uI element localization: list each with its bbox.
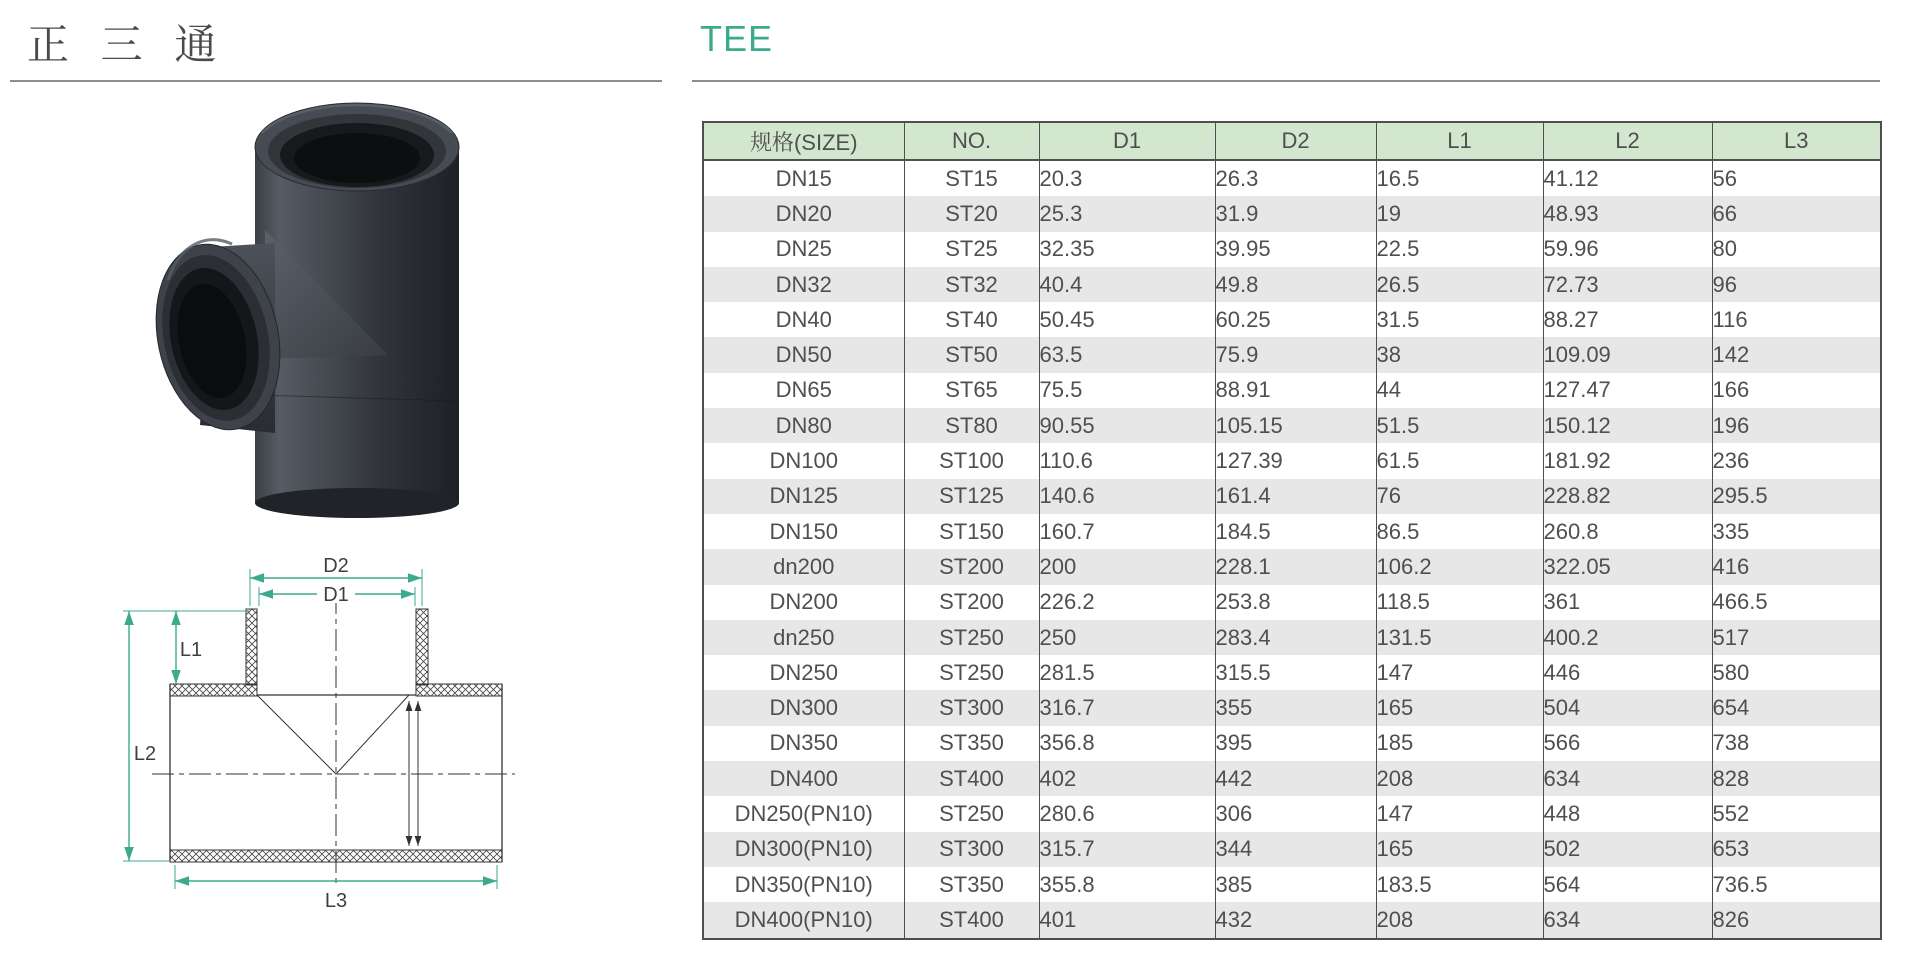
table-cell: 88.91 bbox=[1215, 373, 1376, 408]
table-cell: 131.5 bbox=[1376, 620, 1543, 655]
table-cell: ST25 bbox=[904, 232, 1039, 267]
table-cell: 228.82 bbox=[1543, 479, 1712, 514]
table-cell: 208 bbox=[1376, 902, 1543, 938]
table-row bbox=[703, 337, 1881, 372]
table-cell: 281.5 bbox=[1039, 655, 1215, 690]
table-cell: 401 bbox=[1039, 902, 1215, 938]
table-cell: DN250 bbox=[703, 655, 904, 690]
table-row bbox=[703, 832, 1881, 867]
table-cell: DN65 bbox=[703, 373, 904, 408]
table-cell: DN300 bbox=[703, 690, 904, 725]
table-cell: 44 bbox=[1376, 373, 1543, 408]
spec-col-header-6: L3 bbox=[1712, 122, 1881, 160]
title-underline-left bbox=[10, 80, 662, 82]
table-cell: 90.55 bbox=[1039, 408, 1215, 443]
table-cell: 828 bbox=[1712, 761, 1881, 796]
table-cell: 208 bbox=[1376, 761, 1543, 796]
spec-col-header-5: L2 bbox=[1543, 122, 1712, 160]
table-cell: ST400 bbox=[904, 902, 1039, 938]
table-cell: 448 bbox=[1543, 796, 1712, 831]
table-cell: DN150 bbox=[703, 514, 904, 549]
table-cell: ST250 bbox=[904, 796, 1039, 831]
table-cell: 416 bbox=[1712, 549, 1881, 584]
table-cell: 355 bbox=[1215, 690, 1376, 725]
table-cell: ST150 bbox=[904, 514, 1039, 549]
table-cell: ST200 bbox=[904, 585, 1039, 620]
table-cell: 72.73 bbox=[1543, 267, 1712, 302]
table-row bbox=[703, 267, 1881, 302]
table-cell: 183.5 bbox=[1376, 867, 1543, 902]
table-cell: 48.93 bbox=[1543, 196, 1712, 231]
table-cell: ST200 bbox=[904, 549, 1039, 584]
table-cell: 39.95 bbox=[1215, 232, 1376, 267]
table-cell: 517 bbox=[1712, 620, 1881, 655]
table-cell: ST20 bbox=[904, 196, 1039, 231]
table-row bbox=[703, 160, 1881, 196]
table-cell: 106.2 bbox=[1376, 549, 1543, 584]
table-cell: 385 bbox=[1215, 867, 1376, 902]
table-cell: 335 bbox=[1712, 514, 1881, 549]
table-cell: 19 bbox=[1376, 196, 1543, 231]
dim-label-d2: D2 bbox=[323, 555, 349, 577]
table-row bbox=[703, 443, 1881, 478]
left-shoulder-wall bbox=[170, 684, 257, 696]
table-cell: ST80 bbox=[904, 408, 1039, 443]
table-cell: 40.4 bbox=[1039, 267, 1215, 302]
tee-fitting-photo-illustration bbox=[140, 95, 480, 525]
table-cell: 226.2 bbox=[1039, 585, 1215, 620]
tee-cross-section bbox=[85, 545, 545, 950]
table-cell: 75.5 bbox=[1039, 373, 1215, 408]
spec-head-row bbox=[703, 122, 1881, 160]
table-cell: 580 bbox=[1712, 655, 1881, 690]
table-cell: 161.4 bbox=[1215, 479, 1376, 514]
table-cell: 736.5 bbox=[1712, 867, 1881, 902]
table-cell: 634 bbox=[1543, 761, 1712, 796]
table-cell: 59.96 bbox=[1543, 232, 1712, 267]
table-row bbox=[703, 549, 1881, 584]
table-row bbox=[703, 479, 1881, 514]
table-cell: 41.12 bbox=[1543, 160, 1712, 196]
table-cell: 432 bbox=[1215, 902, 1376, 938]
table-cell: 504 bbox=[1543, 690, 1712, 725]
dim-label-d1: D1 bbox=[323, 584, 349, 606]
table-cell: 446 bbox=[1543, 655, 1712, 690]
table-cell: 295.5 bbox=[1712, 479, 1881, 514]
table-cell: ST100 bbox=[904, 443, 1039, 478]
spec-col-header-3: D2 bbox=[1215, 122, 1376, 160]
table-cell: 250 bbox=[1039, 620, 1215, 655]
table-cell: 88.27 bbox=[1543, 302, 1712, 337]
table-cell: 236 bbox=[1712, 443, 1881, 478]
table-row bbox=[703, 302, 1881, 337]
table-cell: dn250 bbox=[703, 620, 904, 655]
table-cell: 61.5 bbox=[1376, 443, 1543, 478]
table-cell: ST300 bbox=[904, 832, 1039, 867]
table-cell: 26.3 bbox=[1215, 160, 1376, 196]
table-cell: 356.8 bbox=[1039, 726, 1215, 761]
table-row bbox=[703, 373, 1881, 408]
table-cell: 20.3 bbox=[1039, 160, 1215, 196]
table-cell: 260.8 bbox=[1543, 514, 1712, 549]
table-cell: 253.8 bbox=[1215, 585, 1376, 620]
table-cell: 105.15 bbox=[1215, 408, 1376, 443]
right-shoulder-wall bbox=[416, 684, 502, 696]
table-row bbox=[703, 620, 1881, 655]
table-cell: 66 bbox=[1712, 196, 1881, 231]
table-cell: ST32 bbox=[904, 267, 1039, 302]
spec-col-header-0: 规格(SIZE) bbox=[703, 122, 904, 160]
table-cell: ST125 bbox=[904, 479, 1039, 514]
table-cell: 826 bbox=[1712, 902, 1881, 938]
table-cell: ST15 bbox=[904, 160, 1039, 196]
table-cell: DN350 bbox=[703, 726, 904, 761]
table-cell: ST250 bbox=[904, 620, 1039, 655]
table-cell: 306 bbox=[1215, 796, 1376, 831]
spec-col-header-1: NO. bbox=[904, 122, 1039, 160]
table-cell: 150.12 bbox=[1543, 408, 1712, 443]
right-branch-wall bbox=[416, 609, 428, 685]
table-cell: 31.5 bbox=[1376, 302, 1543, 337]
table-cell: 160.7 bbox=[1039, 514, 1215, 549]
table-cell: 25.3 bbox=[1039, 196, 1215, 231]
table-row bbox=[703, 232, 1881, 267]
table-cell: 16.5 bbox=[1376, 160, 1543, 196]
table-cell: ST40 bbox=[904, 302, 1039, 337]
page-title-cn: 正 三 通 bbox=[27, 21, 227, 68]
table-cell: DN20 bbox=[703, 196, 904, 231]
table-cell: 552 bbox=[1712, 796, 1881, 831]
table-cell: 80 bbox=[1712, 232, 1881, 267]
table-cell: 165 bbox=[1376, 832, 1543, 867]
table-cell: 86.5 bbox=[1376, 514, 1543, 549]
table-cell: DN25 bbox=[703, 232, 904, 267]
table-cell: 118.5 bbox=[1376, 585, 1543, 620]
page-title-en: TEE bbox=[700, 18, 774, 59]
table-cell: ST400 bbox=[904, 761, 1039, 796]
table-cell: DN32 bbox=[703, 267, 904, 302]
table-cell: 51.5 bbox=[1376, 408, 1543, 443]
table-cell: 200 bbox=[1039, 549, 1215, 584]
table-cell: 654 bbox=[1712, 690, 1881, 725]
table-cell: 634 bbox=[1543, 902, 1712, 938]
table-cell: ST350 bbox=[904, 726, 1039, 761]
dimension-drawing bbox=[85, 545, 545, 950]
table-cell: 184.5 bbox=[1215, 514, 1376, 549]
table-cell: 60.25 bbox=[1215, 302, 1376, 337]
dim-label-l2: L2 bbox=[133, 743, 157, 765]
table-cell: 181.92 bbox=[1543, 443, 1712, 478]
spec-col-header-4: L1 bbox=[1376, 122, 1543, 160]
table-cell: 442 bbox=[1215, 761, 1376, 796]
table-cell: 127.39 bbox=[1215, 443, 1376, 478]
table-cell: ST250 bbox=[904, 655, 1039, 690]
spec-table-body bbox=[703, 160, 1881, 939]
table-row bbox=[703, 726, 1881, 761]
table-row bbox=[703, 902, 1881, 938]
table-cell: 283.4 bbox=[1215, 620, 1376, 655]
table-cell: 110.6 bbox=[1039, 443, 1215, 478]
left-branch-wall bbox=[246, 609, 257, 685]
table-cell: 31.9 bbox=[1215, 196, 1376, 231]
table-cell: DN300(PN10) bbox=[703, 832, 904, 867]
table-cell: 26.5 bbox=[1376, 267, 1543, 302]
table-cell: 400.2 bbox=[1543, 620, 1712, 655]
title-underline-right bbox=[692, 80, 1880, 82]
table-cell: 147 bbox=[1376, 655, 1543, 690]
table-cell: 96 bbox=[1712, 267, 1881, 302]
table-cell: 76 bbox=[1376, 479, 1543, 514]
table-cell: 63.5 bbox=[1039, 337, 1215, 372]
table-cell: DN125 bbox=[703, 479, 904, 514]
table-cell: 395 bbox=[1215, 726, 1376, 761]
table-cell: 50.45 bbox=[1039, 302, 1215, 337]
table-cell: dn200 bbox=[703, 549, 904, 584]
table-cell: DN80 bbox=[703, 408, 904, 443]
table-cell: DN100 bbox=[703, 443, 904, 478]
table-cell: 109.09 bbox=[1543, 337, 1712, 372]
table-cell: DN50 bbox=[703, 337, 904, 372]
table-cell: 127.47 bbox=[1543, 373, 1712, 408]
table-cell: 116 bbox=[1712, 302, 1881, 337]
table-cell: 738 bbox=[1712, 726, 1881, 761]
table-cell: DN400(PN10) bbox=[703, 902, 904, 938]
table-row bbox=[703, 196, 1881, 231]
table-row bbox=[703, 867, 1881, 902]
table-cell: 140.6 bbox=[1039, 479, 1215, 514]
table-row bbox=[703, 796, 1881, 831]
table-cell: 566 bbox=[1543, 726, 1712, 761]
table-cell: 322.05 bbox=[1543, 549, 1712, 584]
table-cell: 355.8 bbox=[1039, 867, 1215, 902]
table-cell: 344 bbox=[1215, 832, 1376, 867]
table-cell: ST350 bbox=[904, 867, 1039, 902]
dim-label-l1: L1 bbox=[179, 639, 203, 661]
table-cell: 502 bbox=[1543, 832, 1712, 867]
table-cell: 22.5 bbox=[1376, 232, 1543, 267]
table-cell: DN400 bbox=[703, 761, 904, 796]
product-photo bbox=[140, 95, 480, 525]
table-cell: 196 bbox=[1712, 408, 1881, 443]
table-cell: ST50 bbox=[904, 337, 1039, 372]
table-cell: 466.5 bbox=[1712, 585, 1881, 620]
spec-table-grid bbox=[702, 121, 1882, 940]
table-cell: 315.7 bbox=[1039, 832, 1215, 867]
table-cell: 315.5 bbox=[1215, 655, 1376, 690]
table-cell: 49.8 bbox=[1215, 267, 1376, 302]
table-cell: DN250(PN10) bbox=[703, 796, 904, 831]
table-cell: 32.35 bbox=[1039, 232, 1215, 267]
table-cell: ST300 bbox=[904, 690, 1039, 725]
table-cell: 280.6 bbox=[1039, 796, 1215, 831]
table-cell: 38 bbox=[1376, 337, 1543, 372]
table-row bbox=[703, 408, 1881, 443]
table-cell: 402 bbox=[1039, 761, 1215, 796]
table-row bbox=[703, 655, 1881, 690]
table-cell: 361 bbox=[1543, 585, 1712, 620]
table-cell: ST65 bbox=[904, 373, 1039, 408]
table-row bbox=[703, 514, 1881, 549]
table-cell: 56 bbox=[1712, 160, 1881, 196]
table-row bbox=[703, 690, 1881, 725]
table-cell: DN200 bbox=[703, 585, 904, 620]
table-cell: 166 bbox=[1712, 373, 1881, 408]
table-cell: DN15 bbox=[703, 160, 904, 196]
table-cell: 653 bbox=[1712, 832, 1881, 867]
table-row bbox=[703, 585, 1881, 620]
table-cell: DN350(PN10) bbox=[703, 867, 904, 902]
table-cell: 165 bbox=[1376, 690, 1543, 725]
dim-label-l3: L3 bbox=[324, 890, 348, 912]
table-cell: 228.1 bbox=[1215, 549, 1376, 584]
table-row bbox=[703, 761, 1881, 796]
table-cell: 316.7 bbox=[1039, 690, 1215, 725]
table-cell: 142 bbox=[1712, 337, 1881, 372]
table-cell: 75.9 bbox=[1215, 337, 1376, 372]
table-cell: 185 bbox=[1376, 726, 1543, 761]
table-cell: 564 bbox=[1543, 867, 1712, 902]
table-cell: 147 bbox=[1376, 796, 1543, 831]
spec-table bbox=[702, 121, 1882, 940]
table-cell: DN40 bbox=[703, 302, 904, 337]
spec-table-head bbox=[703, 122, 1881, 160]
spec-col-header-2: D1 bbox=[1039, 122, 1215, 160]
